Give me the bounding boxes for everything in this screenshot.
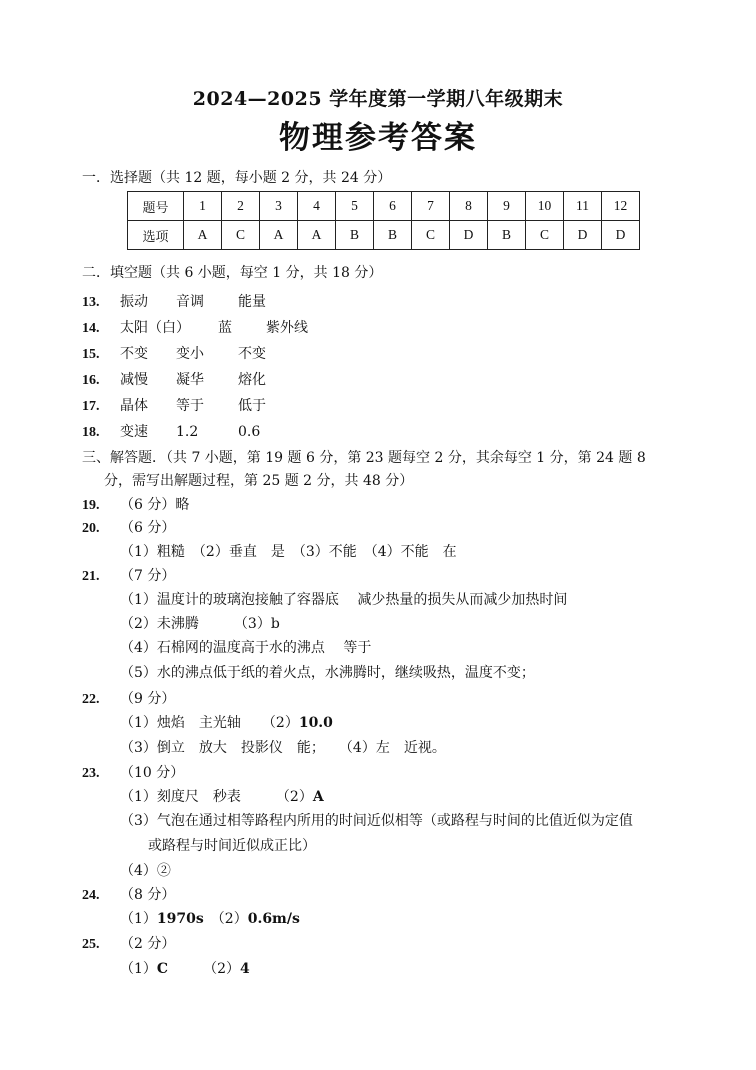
- answer-key-title: 物理参考答案: [279, 120, 477, 156]
- table-cell-number: 7: [412, 192, 450, 221]
- answer-24-line1: （1）1970s （2）0.6m/s: [120, 911, 300, 927]
- answer-23-line2: （3）气泡在通过相等路程内所用的时间近似相等（或路程与时间的比值近似为定值: [120, 813, 633, 829]
- table-cell-number: 8: [450, 192, 488, 221]
- fill-answer-15: 15. 不变 变小 不变: [82, 346, 266, 362]
- answer-25-line1: （1）C （2）4: [120, 961, 250, 977]
- table-cell-answer: C: [412, 221, 450, 250]
- fill-answer-17: 17. 晶体 等于 低于: [82, 398, 266, 414]
- section-choice-heading: 一．选择题（共 12 题，每小题 2 分，共 24 分）: [82, 170, 392, 186]
- table-cell-answer: A: [260, 221, 298, 250]
- answer-24-heading: 24. （8 分）: [82, 887, 176, 903]
- table-cell-answer: D: [602, 221, 640, 250]
- answer-20-line: （1）粗糙 （2）垂直 是 （3）不能 （4）不能 在: [120, 544, 457, 560]
- section-solve-heading-line2: 分，需写出解题过程，第 25 题 2 分，共 48 分）: [104, 473, 414, 489]
- table-head-number: 题号: [128, 192, 184, 221]
- answer-21-line2: （2）未沸腾 （3）b: [120, 616, 280, 632]
- answer-25-heading: 25. （2 分）: [82, 936, 176, 952]
- fill-answer-18: 18. 变速 1.2 0.6: [82, 424, 261, 440]
- table-cell-number: 12: [602, 192, 640, 221]
- answer-23-heading: 23. （10 分）: [82, 765, 185, 781]
- table-cell-answer: C: [222, 221, 260, 250]
- table-cell-number: 3: [260, 192, 298, 221]
- exam-title: 2024—2025 学年度第一学期八年级期末: [192, 88, 564, 110]
- table-cell-number: 5: [336, 192, 374, 221]
- table-row-answers: [128, 221, 640, 250]
- fill-answer-16: 16. 减慢 凝华 熔化: [82, 372, 266, 388]
- table-cell-number: 6: [374, 192, 412, 221]
- answer-21-heading: 21. （7 分）: [82, 568, 176, 584]
- table-cell-answer: A: [298, 221, 336, 250]
- answer-23-line4: （4）②: [120, 863, 171, 879]
- table-cell-answer: C: [526, 221, 564, 250]
- table-cell-number: 2: [222, 192, 260, 221]
- fill-answer-13: 13. 振动 音调 能量: [82, 294, 266, 310]
- table-head-option: 选项: [128, 221, 184, 250]
- answer-21-line3: （4）石棉网的温度高于水的沸点 等于: [120, 640, 372, 656]
- table-cell-number: 4: [298, 192, 336, 221]
- answer-21-line1: （1）温度计的玻璃泡接触了容器底 减少热量的损失从而减少加热时间: [120, 592, 568, 608]
- table-cell-answer: B: [336, 221, 374, 250]
- table-cell-answer: A: [184, 221, 222, 250]
- section-fill-heading: 二．填空题（共 6 小题，每空 1 分，共 18 分）: [82, 265, 383, 281]
- table-cell-answer: D: [450, 221, 488, 250]
- table-cell-number: 9: [488, 192, 526, 221]
- table-cell-answer: B: [374, 221, 412, 250]
- table-cell-number: 1: [184, 192, 222, 221]
- answer-19: 19. （6 分）略: [82, 497, 190, 513]
- fill-answer-14: 14. 太阳（白） 蓝 紫外线: [82, 320, 308, 336]
- table-cell-answer: B: [488, 221, 526, 250]
- section-solve-heading-line1: 三、解答题．（共 7 小题，第 19 题 6 分，第 23 题每空 2 分，其余每空 1 分，第 24 题 8: [82, 450, 646, 466]
- answer-22-line2: （3）倒立 放大 投影仪 能； （4）左 近视。: [120, 740, 446, 756]
- answer-20-heading: 20. （6 分）: [82, 520, 176, 536]
- table-cell-number: 11: [564, 192, 602, 221]
- table-row-numbers: [128, 192, 640, 221]
- answer-22-heading: 22. （9 分）: [82, 691, 176, 707]
- answer-22-line1: （1）烛焰 主光轴 （2）10.0: [120, 715, 333, 731]
- choice-answer-table: [127, 191, 640, 250]
- answer-23-line1: （1）刻度尺 秒表 （2）A: [120, 789, 324, 805]
- answer-21-line4: （5）水的沸点低于纸的着火点，水沸腾时，继续吸热，温度不变；: [120, 665, 535, 681]
- answer-23-line3: 或路程与时间近似成正比）: [148, 838, 316, 854]
- table-cell-answer: D: [564, 221, 602, 250]
- table-cell-number: 10: [526, 192, 564, 221]
